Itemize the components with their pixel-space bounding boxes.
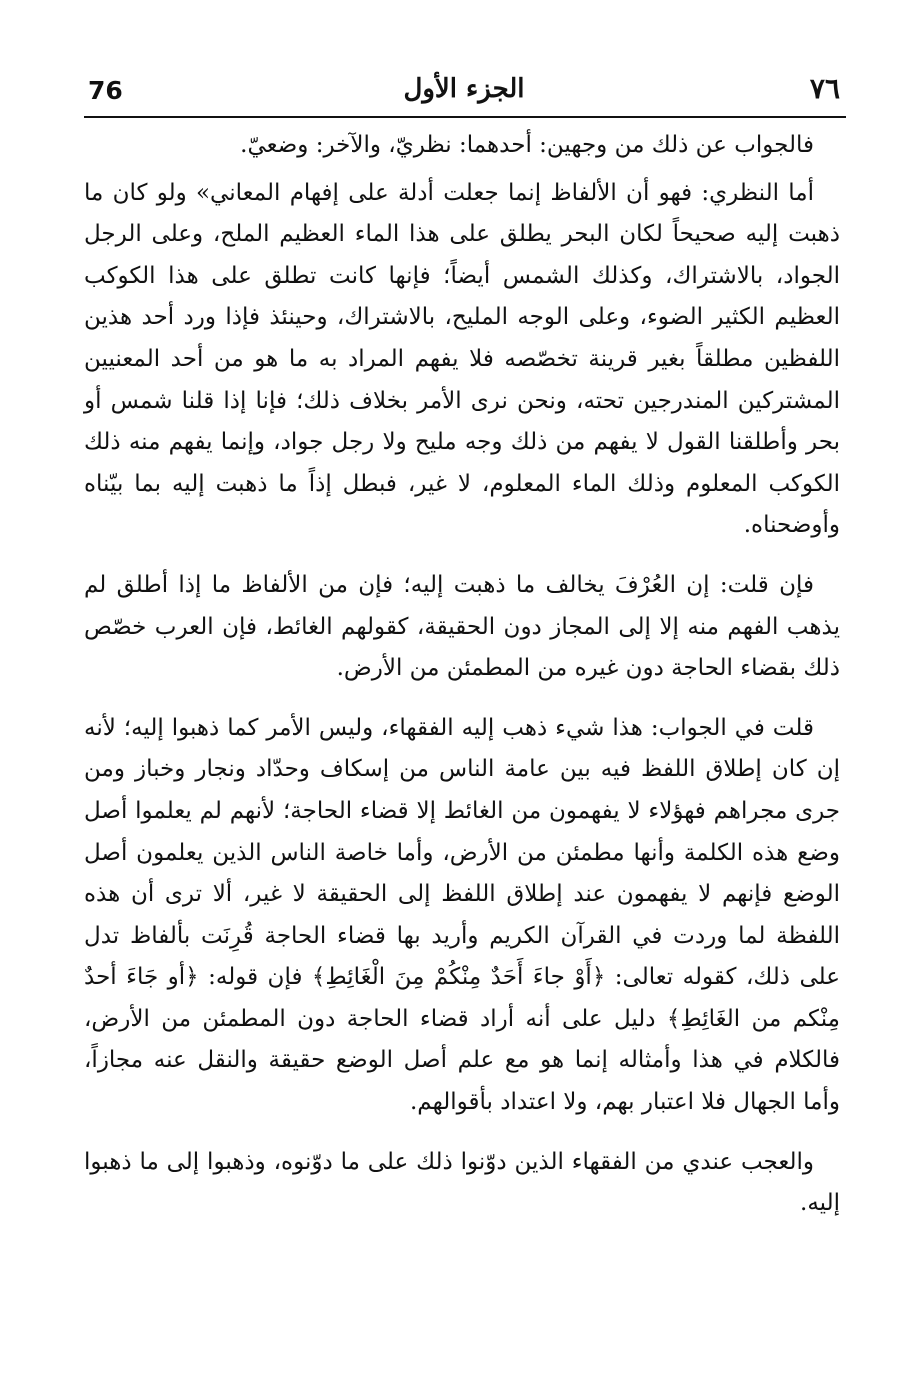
paragraph-objection: فإن قلت: إن العُرْفَ يخالف ما ذهبت إليه؛ فإن من الألفاظ ما إذا أطلق لم يذهب الفهم منه إلا إلى المجاز دون الحقيقة، كقولهم الغائط، فإن العرب خصّص ذلك بقضاء الحاجة دون غيره من المطمئن من الأرض. xyxy=(84,571,840,682)
page-header xyxy=(84,70,844,112)
running-title: الجزء الأول xyxy=(403,74,525,104)
header-rule xyxy=(84,116,846,118)
paragraph-theoretical: أما النظري: فهو أن الألفاظ إنما جعلت أدلة على إفهام المعاني» ولو كان ما ذهبت إليه صحيحاً لكان البحر يطلق على هذا الماء العظيم الملح، وعلى الرجل الجواد، بالاشتراك، وكذلك الشمس أيضاً؛ فإنها كانت تطلق على هذا الكوكب العظيم الكثير الضوء، وعلى الوجه المليح، بالاشتراك، وحينئذ فإذا ورد أحد هذين اللفظين مطلقاً بغير قرينة تخصّصه فلا يفهم المراد به ما هو من أحد المعنيين المشتركين المندرجين تحته، ونحن نرى الأمر بخلاف ذلك؛ فإنا إذا قلنا شمس أو بحر وأطلقنا القول لا يفهم من ذلك وجه مليح ولا رجل جواد، وإنما يفهم منه ذلك الكوكب المعلوم وذلك الماء المعلوم، لا غير، فبطل إذاً ما ذهبت إليه بما بيّناه وأوضحناه. xyxy=(84,179,840,539)
paragraph-answer-intro: فالجواب عن ذلك من وجهين: أحدهما: نظريّ، والآخر: وضعيّ. xyxy=(240,132,814,158)
page-number-arabic: ٧٦ xyxy=(809,72,840,105)
paragraph-closing: والعجب عندي من الفقهاء الذين دوّنوا ذلك على ما دوّنوه، وذهبوا إلى ما ذهبوا إليه. xyxy=(84,1148,840,1217)
page-body xyxy=(84,125,840,1225)
page-number-latin: 76 xyxy=(88,76,123,105)
paragraph-reply: قلت في الجواب: هذا شيء ذهب إليه الفقهاء، وليس الأمر كما ذهبوا إليه؛ لأنه إن كان إطلاق اللفظ فيه بين عامة الناس من إسكاف وحدّاد ونجار وخباز ومن جرى مجراهم فهؤلاء لا يفهمون من الغائط إلا قضاء الحاجة؛ لأنهم لم يعلموا أصل وضع هذه الكلمة وأنها مطمئن من الأرض، وأما خاصة الناس الذين يعلمون أصل الوضع فإنهم لا يفهمون عند إطلاق اللفظ إلى الحقيقة لا غير، ألا ترى أن هذه اللفظة لما وردت في القرآن الكريم وأريد بها قضاء الحاجة قُرِنَت بألفاظ تدل على ذلك، كقوله تعالى: ﴿أَوْ جاءَ أَحَدٌ مِنْكُمْ مِنَ الْغَائِطِ﴾ فإن قوله: ﴿أو جَاءَ أحدٌ مِنْكم من الغَائِطِ﴾ دليل على أنه أراد قضاء الحاجة دون المطمئن من الأرض، فالكلام في هذا وأمثاله إنما هو مع علم أصل الوضع حقيقة والنقل عنه مجازاً، وأما الجهال فلا اعتبار بهم، ولا اعتداد بأقوالهم. xyxy=(84,714,840,1116)
